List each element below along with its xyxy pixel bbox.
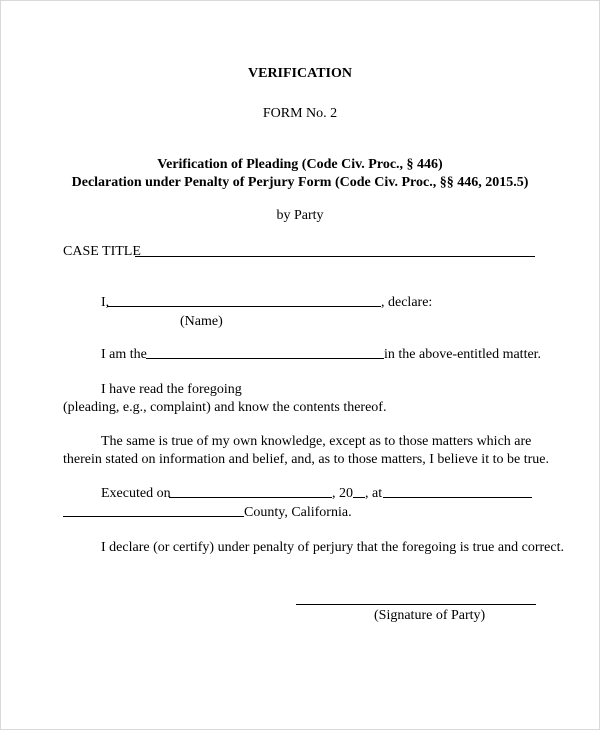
perjury-declaration: I declare (or certify) under penalty of perjury that the foregoing is true and correct. xyxy=(101,540,564,555)
declarant-name-field[interactable] xyxy=(107,306,381,307)
signature-caption: (Signature of Party) xyxy=(374,608,486,623)
read-foregoing-line2: (pleading, e.g., complaint) and know the contents thereof. xyxy=(63,400,387,415)
executed-on-label: Executed on xyxy=(101,486,171,501)
form-number: FORM No. 2 xyxy=(262,106,338,121)
executed-date-field[interactable] xyxy=(169,497,332,498)
location-field[interactable] xyxy=(383,497,532,498)
case-title-label: CASE TITLE xyxy=(63,244,141,259)
truth-statement-line2: therein stated on information and belief, and, as to those matters, I believe it to be true. xyxy=(63,452,549,467)
read-foregoing-line1: I have read the foregoing xyxy=(101,382,242,397)
by-party-label: by Party xyxy=(276,208,324,223)
county-label: County, California. xyxy=(244,505,352,520)
role-field[interactable] xyxy=(146,358,384,359)
year-prefix: , 20 xyxy=(332,486,353,501)
document-title: VERIFICATION xyxy=(248,66,352,81)
role-suffix: in the above-entitled matter. xyxy=(384,347,542,362)
year-field[interactable] xyxy=(353,497,365,498)
case-title-field[interactable] xyxy=(135,256,535,257)
subtitle-declaration: Declaration under Penalty of Perjury Form (Code Civ. Proc., §§ 446, 2015.5) xyxy=(71,175,529,190)
name-caption: (Name) xyxy=(180,314,223,329)
subtitle-verification: Verification of Pleading (Code Civ. Proc., § 446) xyxy=(157,157,443,172)
county-field[interactable] xyxy=(63,516,244,517)
declarant-prefix: I, xyxy=(101,295,110,310)
declarant-suffix: , declare: xyxy=(381,295,433,310)
truth-statement-line1: The same is true of my own knowledge, except as to those matters which are xyxy=(101,434,532,449)
at-label: , at xyxy=(365,486,383,501)
role-prefix: I am the xyxy=(101,347,147,362)
signature-field[interactable] xyxy=(296,604,536,605)
